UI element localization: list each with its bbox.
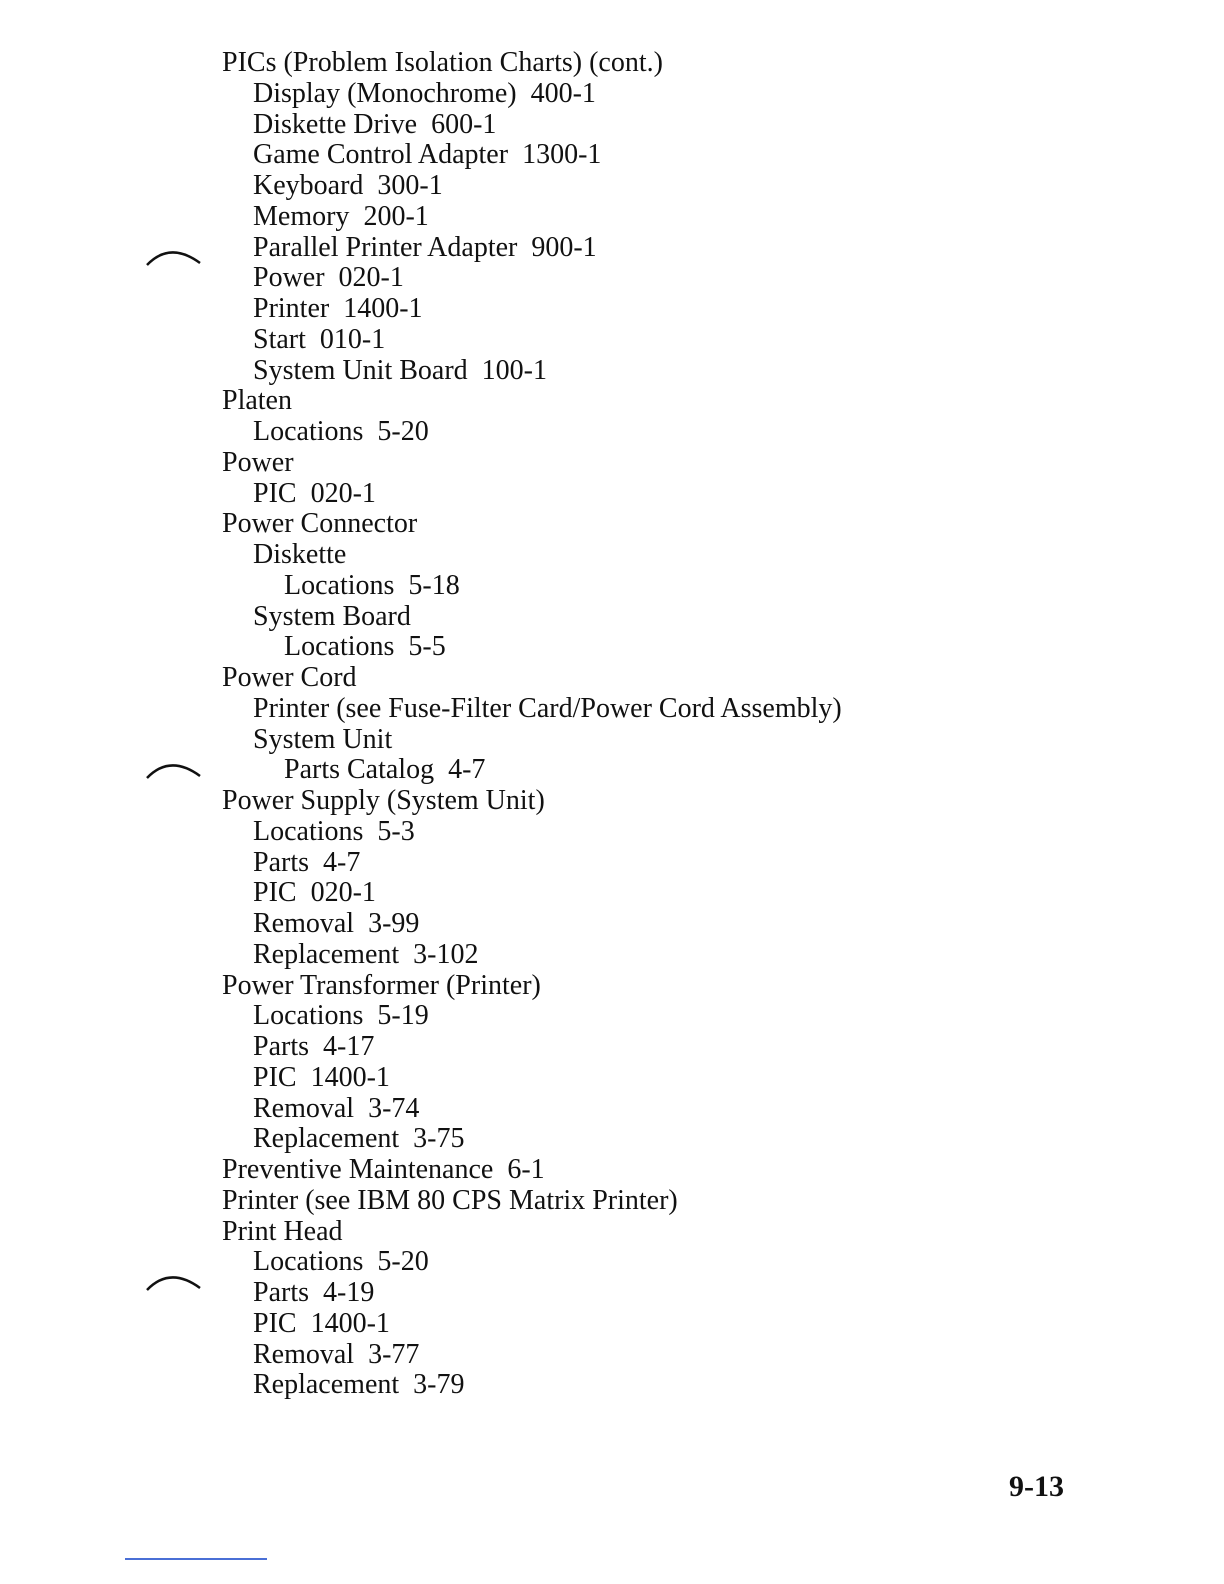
page-reference: 4-17 <box>323 1031 375 1062</box>
index-term: Locations <box>284 631 395 663</box>
page-reference: 020-1 <box>310 877 376 909</box>
binder-hole-mark <box>144 758 202 780</box>
index-term: Replacement <box>253 938 400 970</box>
index-entry <box>222 509 1042 540</box>
index-term: Parts <box>253 1277 309 1308</box>
page-reference: 1400-1 <box>310 1307 390 1339</box>
index-term: System Unit <box>253 723 393 755</box>
page-reference: 4-7 <box>448 754 486 786</box>
index-term: Keyboard <box>253 170 364 201</box>
index-entry <box>222 479 1042 510</box>
index-term: Display (Monochrome) <box>253 77 517 109</box>
index-term: Preventive Maintenance <box>222 1154 494 1185</box>
index-entry <box>222 1155 1042 1186</box>
index-term: Platen <box>222 385 292 417</box>
index-entry <box>222 140 1042 171</box>
index-term: Game Control Adapter <box>253 139 509 171</box>
index-term: Removal <box>253 908 355 939</box>
index-entry <box>222 632 1042 663</box>
index-term: Power Supply (System Unit) <box>222 785 545 816</box>
index-term: Diskette <box>253 539 347 570</box>
index-entry <box>222 1124 1042 1155</box>
index-entry <box>222 386 1042 417</box>
page-reference: 5-18 <box>408 569 460 601</box>
index-entry <box>222 356 1042 387</box>
binder-hole-mark <box>144 1270 202 1292</box>
index-entry <box>222 786 1042 817</box>
index-entry <box>222 294 1042 325</box>
page-reference: 3-102 <box>413 938 479 970</box>
index-entry <box>222 971 1042 1002</box>
index-term: Removal <box>253 1338 355 1370</box>
index-term: Removal <box>253 1092 355 1124</box>
page-reference: 020-1 <box>310 477 376 509</box>
index-list <box>222 48 1042 1401</box>
index-entry <box>222 325 1042 356</box>
index-entry <box>222 1247 1042 1278</box>
index-entry <box>222 1340 1042 1371</box>
index-entry <box>222 725 1042 756</box>
index-term: System Board <box>253 600 411 632</box>
index-term: PIC <box>253 877 297 909</box>
index-term: Power Transformer (Printer) <box>222 969 541 1001</box>
page-reference: 5-20 <box>377 416 429 447</box>
index-entry <box>222 1217 1042 1248</box>
page-reference: 400-1 <box>530 77 596 109</box>
index-entry <box>222 878 1042 909</box>
index-entry <box>222 848 1042 879</box>
page-number: 9-13 <box>1009 1470 1064 1503</box>
index-term: Parts <box>253 1031 309 1062</box>
index-entry <box>222 1094 1042 1125</box>
page-reference: 100-1 <box>481 354 547 386</box>
index-term: Parts Catalog <box>284 754 435 786</box>
index-entry <box>222 571 1042 602</box>
page-reference: 1400-1 <box>310 1061 390 1093</box>
index-term: Printer (see IBM 80 CPS Matrix Printer) <box>222 1184 678 1216</box>
page-reference: 3-75 <box>413 1123 465 1155</box>
index-entry <box>222 1278 1042 1309</box>
index-entry <box>222 817 1042 848</box>
bottom-edge-line <box>125 1558 267 1560</box>
index-entry <box>222 1063 1042 1094</box>
index-entry <box>222 417 1042 448</box>
index-term: Locations <box>253 1246 364 1278</box>
index-entry <box>222 48 1042 79</box>
index-entry <box>222 1309 1042 1340</box>
page-reference: 200-1 <box>363 200 429 232</box>
index-entry <box>222 1186 1042 1217</box>
index-term: Locations <box>253 815 364 847</box>
index-term: PIC <box>253 477 297 509</box>
index-entry <box>222 694 1042 725</box>
index-term: Memory <box>253 200 350 232</box>
index-term: Power Cord <box>222 662 357 693</box>
index-entry <box>222 202 1042 233</box>
page-reference: 3-99 <box>368 908 420 939</box>
index-term: Diskette Drive <box>253 108 418 140</box>
index-entry <box>222 602 1042 633</box>
index-entry <box>222 448 1042 479</box>
index-entry <box>222 909 1042 940</box>
index-term: Power <box>222 446 294 478</box>
index-term: Printer <box>253 293 330 324</box>
index-entry <box>222 540 1042 571</box>
index-term: Power <box>253 262 325 294</box>
index-term: PIC <box>253 1307 297 1339</box>
index-term: Power Connector <box>222 508 418 540</box>
index-term: Parts <box>253 846 309 878</box>
index-entry <box>222 79 1042 110</box>
index-entry <box>222 1001 1042 1032</box>
page-reference: 4-7 <box>323 846 361 878</box>
page-reference: 900-1 <box>531 231 597 263</box>
index-entry <box>222 1370 1042 1401</box>
index-term: Parallel Printer Adapter <box>253 231 518 263</box>
page-reference: 1300-1 <box>522 139 602 171</box>
page-reference: 3-74 <box>368 1092 420 1124</box>
index-term: Locations <box>284 569 395 601</box>
index-entry <box>222 755 1042 786</box>
page-reference: 3-77 <box>368 1338 420 1370</box>
index-entry <box>222 1032 1042 1063</box>
index-entry <box>222 233 1042 264</box>
index-entry <box>222 940 1042 971</box>
index-entry <box>222 263 1042 294</box>
page-reference: 300-1 <box>377 170 443 201</box>
page-reference: 5-19 <box>377 1000 429 1032</box>
index-term: Locations <box>253 1000 364 1032</box>
page-reference: 4-19 <box>323 1277 375 1308</box>
binder-hole-mark <box>144 245 202 267</box>
page-reference: 5-20 <box>377 1246 429 1278</box>
index-term: Replacement <box>253 1369 400 1401</box>
index-term: Start <box>253 323 306 355</box>
index-term: PIC <box>253 1061 297 1093</box>
index-term: Replacement <box>253 1123 400 1155</box>
index-entry <box>222 110 1042 141</box>
index-term: System Unit Board <box>253 354 468 386</box>
page-reference: 5-5 <box>408 631 446 663</box>
page-reference: 600-1 <box>431 108 497 140</box>
page-reference: 010-1 <box>319 323 386 355</box>
index-entry <box>222 171 1042 202</box>
index-term: Print Head <box>222 1215 343 1247</box>
page-reference: 5-3 <box>377 815 415 847</box>
index-term: Printer (see Fuse-Filter Card/Power Cord Assembly) <box>253 692 842 724</box>
page-reference: 6-1 <box>507 1154 545 1185</box>
page-reference: 3-79 <box>413 1369 465 1401</box>
index-term: PICs (Problem Isolation Charts) (cont.) <box>222 47 663 78</box>
page-reference: 020-1 <box>338 262 404 294</box>
index-term: Locations <box>253 416 364 447</box>
index-entry <box>222 663 1042 694</box>
page-reference: 1400-1 <box>343 293 423 324</box>
